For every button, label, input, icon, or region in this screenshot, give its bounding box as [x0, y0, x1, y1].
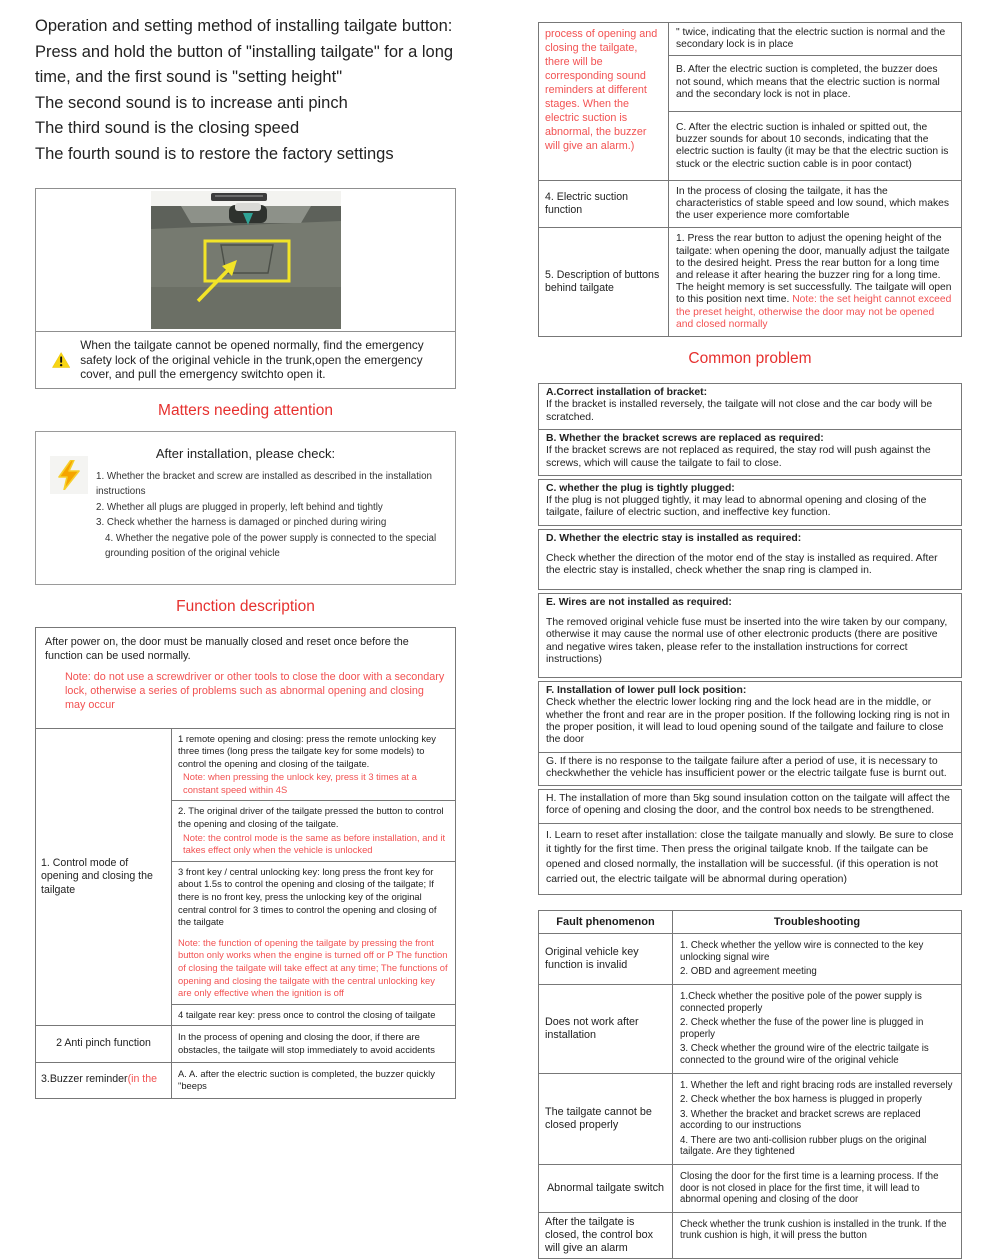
- buzzer-label-red: (in the: [127, 1073, 158, 1086]
- table-row: [36, 1025, 455, 1061]
- buzzer-note-continued: process of opening and closing the tailgate, there will be corresponding sound reminders at different stages. When the electric suction is abnormal, the buzzer will give an alarm.): [539, 23, 669, 180]
- table-row: [539, 23, 961, 180]
- table-cell: In the process of opening and closing the door, if there are obstacles, the tailgate will stop immediately to avoid accidents: [178, 1031, 435, 1055]
- control-mode-cells: [172, 729, 455, 1026]
- problem-item: [538, 681, 962, 752]
- problem-body: If the bracket is installed reversely, the tailgate will not close and the car body will be scratched.: [546, 399, 933, 423]
- cell-note: Note: when pressing the unlock key, press it 3 times at a constant speed within 4S: [183, 771, 417, 795]
- table-row: [36, 729, 455, 1026]
- cell-text: 1. Press the rear button to adjust the opening height of the tailgate: when opening the door, manually adjust the tailgate to the desired height. Press the rear button for a long time and release it after hearing the buzzer ring for a long time. The height memory is set successfully. The tailgate will open to this position next time.: [676, 233, 952, 306]
- table-cell: C. After the electric suction is inhaled or spitted out, the buzzer sounds for about 10 seconds, indicating that the electric suction is faulty (it may be that the electric suction is stuck or the electric suction cable is in poor contact): [669, 111, 961, 180]
- table-cell: [669, 228, 961, 336]
- cell-note: Note: the set height cannot exceed the preset height, otherwise the door may not be opened and closed normally: [676, 294, 952, 330]
- problem-body: H. The installation of more than 5kg sound insulation cotton on the tailgate will affect the force of opening and closing the door, and the control box needs to be strengthened.: [546, 793, 950, 817]
- troubleshooting-item: 4. There are two anti-collision rubber plugs on the original tailgate. Are they tightened: [680, 1134, 927, 1158]
- problem-item: [538, 429, 962, 476]
- buzzer-label-black: 3.Buzzer reminder: [41, 1073, 128, 1086]
- troubleshooting-cell: [673, 1213, 961, 1258]
- cell-note: Note: the function of opening the tailgate by pressing the front button only works when the engine is turned off or P The function of closing the tailgate will take effect at any time; The functions of opening and closing the tailgate with the central unlocking key are only effective when the ignition is off: [178, 936, 448, 999]
- check-item: 1. Whether the bracket and screw are installed as described in the installation instructions: [96, 470, 432, 497]
- functions-table-continued: [538, 22, 962, 337]
- table-row: [539, 984, 961, 1073]
- warning-triangle-icon: [52, 339, 70, 381]
- lightning-icon: [50, 456, 88, 494]
- table-row: [539, 227, 961, 336]
- table-row: [539, 1212, 961, 1258]
- problem-title: C. whether the plug is tightly plugged:: [546, 482, 735, 494]
- troubleshooting-table: [538, 910, 962, 1259]
- troubleshooting-cell: [673, 1165, 961, 1212]
- trunk-photo-image: [151, 191, 341, 329]
- problem-body: Check whether the electric lower locking ring and the lock head are in the middle, or whether the front and rear are in the proper position. If the following locking ring is not in the proper position, it will lead to loud opening sound of the tailgate and failure to close the door: [546, 697, 950, 746]
- troubleshooting-item: 2. Check whether the box harness is plugged in properly: [680, 1094, 922, 1106]
- intro-line: The fourth sound is to restore the factory settings: [35, 144, 394, 163]
- anti-pinch-label: 2 Anti pinch function: [36, 1026, 172, 1061]
- troubleshooting-header: Troubleshooting: [773, 916, 861, 929]
- table-row: [36, 1062, 455, 1098]
- fault-cell: After the tailgate is closed, the control box will give an alarm: [539, 1213, 673, 1258]
- table-header-row: [539, 911, 961, 933]
- problem-body: If the plug is not plugged tightly, it may lead to abnormal opening and closing of the tailgate, failure of electric suction, and ineffective key function.: [546, 495, 927, 519]
- right-column: [538, 22, 962, 1259]
- troubleshooting-item: Closing the door for the first time is a learning process. If the door is not closed in place for the first time, it will lead to abnormal opening and closing of the door: [680, 1171, 939, 1206]
- attention-box: [35, 431, 456, 585]
- cell-text: 4 tailgate rear key: press once to control the closing of tailgate: [178, 1008, 436, 1020]
- cell-note: Note: the control mode is the same as before installation, and it takes effect only when the vehicle is unlocked: [183, 831, 446, 856]
- troubleshooting-cell: [673, 1074, 961, 1165]
- problem-body: The removed original vehicle fuse must be inserted into the wire taken by our company, otherwise it may cause the normal use of other electronic products (there are positive and negative wires taken, please refer to the installation instructions for correct instructions): [546, 616, 948, 665]
- caution-text: When the tailgate cannot be opened normally, find the emergency safety lock of the original vehicle in the trunk,open the emergency cover, and pull the emergency switchto open it.: [80, 338, 424, 381]
- emergency-lock-figure: [35, 188, 456, 389]
- fault-cell: The tailgate cannot be closed properly: [539, 1074, 673, 1165]
- table-cell: A. A. after the electric suction is completed, the buzzer quickly "beeps: [178, 1067, 435, 1092]
- caution-row: [36, 331, 455, 388]
- troubleshooting-item: 2. Check whether the fuse of the power line is plugged in properly: [680, 1017, 924, 1040]
- table-row: [539, 1164, 961, 1212]
- operation-intro: [35, 14, 456, 167]
- troubleshooting-item: 2. OBD and agreement meeting: [680, 966, 817, 978]
- problem-body: Check whether the direction of the motor end of the stay is installed as required. After the electric stay is installed, check whether the snap ring is clamped in.: [546, 553, 938, 577]
- problem-title: A.Correct installation of bracket:: [546, 387, 708, 399]
- check-item: 3. Check whether the harness is damaged or pinched during wiring: [96, 517, 387, 528]
- intro-line: Press and hold the button of "installing tailgate" for a long: [35, 42, 454, 61]
- problem-body: If the bracket screws are not replaced as required, the stay rod will push against the screws, which will cause the tailgate to fail to close.: [546, 445, 931, 469]
- table-cell: " twice, indicating that the electric suction is normal and the secondary lock is in place: [676, 27, 946, 51]
- troubleshooting-item: Check whether the trunk cushion is installed in the trunk. If the trunk cushion is high, it will press the button: [680, 1218, 947, 1242]
- problem-item: [538, 752, 962, 787]
- troubleshooting-cell: [673, 985, 961, 1073]
- function-intro-box: [35, 627, 456, 729]
- buzzer-cells: [669, 23, 961, 180]
- check-item: 4. Whether the negative pole of the power supply is connected to the special grounding position of the original vehicle: [105, 532, 437, 559]
- table-row: [539, 180, 961, 228]
- table-row: [539, 933, 961, 984]
- problem-title: D. Whether the electric stay is installed as required:: [546, 532, 802, 544]
- problem-title: B. Whether the bracket screws are replaced as required:: [546, 432, 824, 444]
- problem-item: [538, 529, 962, 590]
- table-cell: [172, 800, 455, 860]
- cell-text: 3 front key / central unlocking key: long press the front key for about 1.5s to control the opening and closing of the tailgate; If there is no front key, press the unlocking key of the original central control for 3 times to control the opening and closing of the tailgate: [178, 865, 437, 928]
- cell-text: 1 remote opening and closing: press the remote unlocking key three times (long press the tailgate key for some models) to control the opening and closing of the tailgate.: [178, 732, 436, 769]
- problem-item: [538, 789, 962, 824]
- troubleshooting-item: 1. Whether the left and right bracing rods are installed reversely: [680, 1079, 953, 1091]
- table-cell: [172, 861, 455, 1004]
- check-title: After installation, please check:: [155, 445, 336, 461]
- table-cell: [172, 729, 455, 801]
- troubleshooting-item: 3. Whether the bracket and bracket screws are replaced according to our instructions: [680, 1108, 921, 1132]
- troubleshooting-item: 3. Check whether the ground wire of the electric tailgate is connected to the ground wire of the original vehicle: [680, 1043, 929, 1066]
- fault-header: Fault phenomenon: [539, 911, 673, 933]
- problem-body: I. Learn to reset after installation: close the tailgate manually and slowly. Be sure to close it tightly for the first time. Then press the original tailgate knob. If the tailgate can be opened and closed normally, the installation will be successful. (if this operation is not carried out, the electric tailgate will be abnormal during operation): [546, 829, 954, 885]
- intro-line: The third sound is the closing speed: [35, 119, 300, 137]
- intro-line: The second sound is to increase anti pinch: [35, 93, 348, 112]
- common-problems-list: [538, 383, 962, 895]
- function-intro-text: After power on, the door must be manually closed and reset once before the function can be used normally.: [45, 635, 409, 662]
- troubleshooting-cell: [673, 934, 961, 984]
- function-table: [35, 728, 456, 1099]
- problem-body: G. If there is no response to the tailgate failure after a period of use, it is necessary to checkwhether the vehicle has insufficient power or the electric tailgate fuse is burnt out.: [546, 755, 947, 779]
- left-column: [35, 14, 456, 1099]
- check-item: 2. Whether all plugs are plugged in properly, left behind and tightly: [96, 501, 383, 513]
- problem-title: E. Wires are not installed as required:: [546, 596, 732, 608]
- table-cell: In the process of closing the tailgate, it has the characteristics of stable speed and low sound, which makes the user experience more comfortable: [676, 185, 950, 222]
- troubleshooting-item: 1. Check whether the yellow wire is connected to the key unlocking signal wire: [680, 940, 924, 963]
- fault-cell: Original vehicle key function is invalid: [539, 934, 673, 984]
- matters-heading: Matters needing attention: [158, 401, 333, 419]
- function-heading: Function description: [176, 597, 315, 615]
- problem-item: [538, 479, 962, 526]
- intro-line: time, and the first sound is "setting height": [35, 68, 343, 86]
- common-problem-heading: Common problem: [688, 350, 812, 368]
- trunk-photo: [36, 189, 455, 331]
- problem-item: [538, 823, 962, 895]
- check-list: [96, 469, 449, 562]
- problem-item: [538, 383, 962, 430]
- problem-title: F. Installation of lower pull lock position:: [546, 685, 747, 697]
- cell-text: 2. The original driver of the tailgate pressed the button to control the opening and closing of the tailgate.: [178, 805, 444, 830]
- buzzer-label: [36, 1063, 172, 1098]
- buttons-label: 5. Description of buttons behind tailgate: [539, 228, 669, 336]
- troubleshooting-item: 1.Check whether the positive pole of the power supply is connected properly: [680, 990, 922, 1014]
- fault-cell: Does not work after installation: [539, 985, 673, 1073]
- control-mode-label: 1. Control mode of opening and closing the tailgate: [36, 729, 172, 1026]
- problem-item: [538, 593, 962, 678]
- table-cell: [172, 1004, 455, 1026]
- function-note: Note: do not use a screwdriver or other tools to close the door with a secondary lock, otherwise a series of problems such as abnormal opening and closing may occur: [65, 670, 445, 711]
- intro-line: Operation and setting method of installing tailgate button:: [35, 17, 453, 35]
- table-row: [539, 1073, 961, 1165]
- table-cell: B. After the electric suction is completed, the buzzer does not sound, which means that the electric suction is normal and the secondary lock is not in place.: [669, 55, 961, 111]
- suction-label: 4. Electric suction function: [539, 181, 669, 228]
- fault-cell: Abnormal tailgate switch: [539, 1165, 673, 1212]
